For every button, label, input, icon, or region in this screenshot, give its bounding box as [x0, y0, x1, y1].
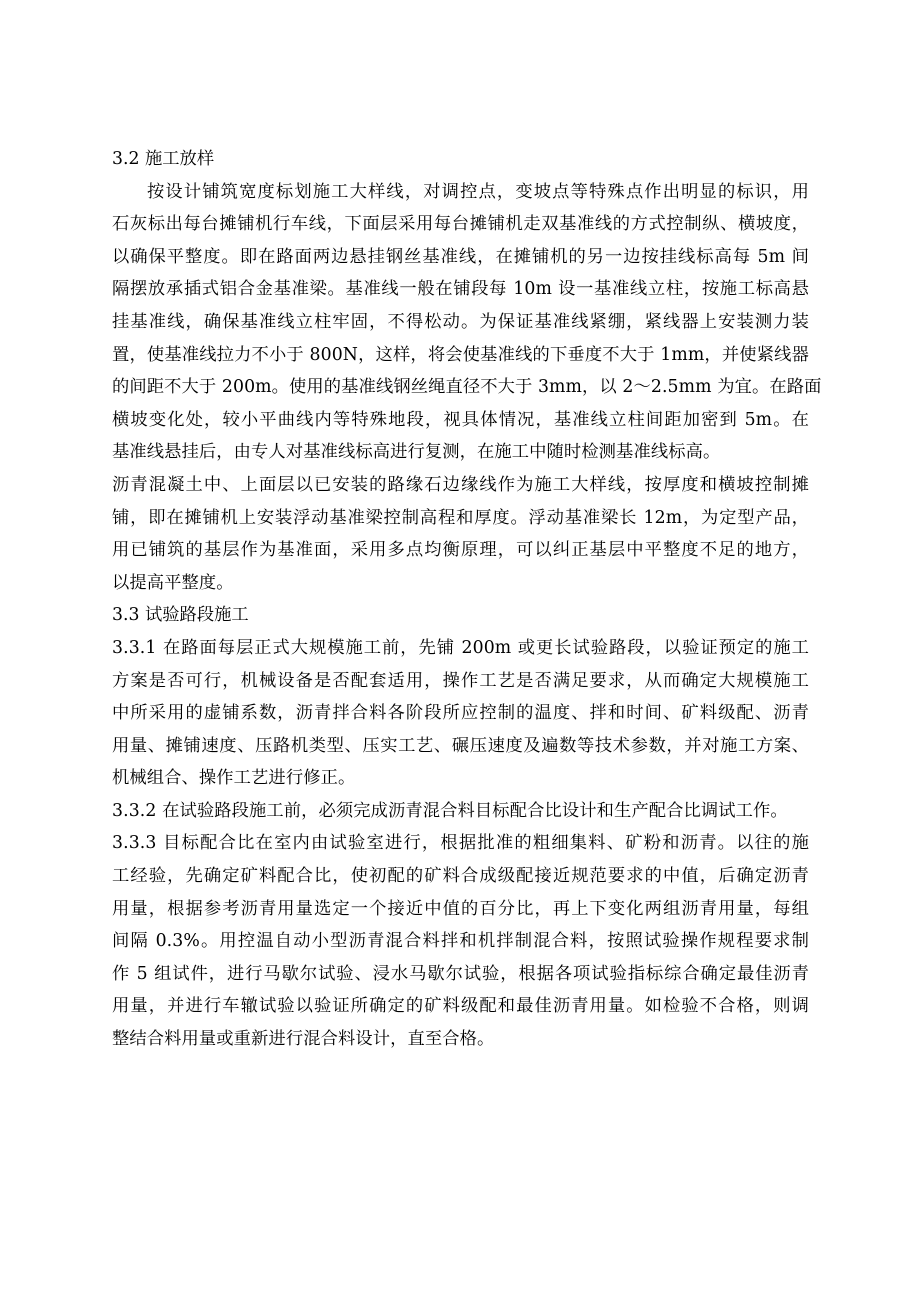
text-line: 挂基准线，确保基准线立柱牢固，不得松动。为保证基准线紧绷，紧线器上安装测力装 [112, 311, 809, 332]
section-heading: 3.2 施工放样 [112, 149, 215, 169]
paragraph [112, 632, 809, 795]
text-line: 用量、摊铺速度、压路机类型、压实工艺、碾压速度及遍数等技术参数，并对施工方案、 [112, 735, 809, 756]
text-line: 沥青混凝土中、上面层以已安装的路缘石边缘线作为施工大样线，按厚度和横坡控制摊 [112, 474, 809, 495]
text-line: 的间距不大于 200m。使用的基准线钢丝绳直径不大于 3mm，以 2～2.5mm 为宜。在路面 [112, 377, 822, 398]
paragraph [112, 827, 809, 1055]
text-line: 隔摆放承插式铝合金基准梁。基准线一般在铺段每 10m 设一基准线立柱，按施工标高悬 [112, 279, 809, 300]
text-line: 以确保平整度。即在路面两边悬挂钢丝基准线，在摊铺机的另一边按挂线标高每 5m 间 [112, 246, 809, 267]
section-3-3 [112, 599, 809, 1055]
text-line: 工经验，先确定矿料配合比，使初配的矿料合成级配接近规范要求的中值，后确定沥青 [112, 866, 809, 887]
paragraph [112, 469, 809, 599]
text-line: 作 5 组试件，进行马歇尔试验、浸水马歇尔试验，根据各项试验指标综合确定最佳沥青 [112, 963, 809, 984]
text-line: 用量，根据参考沥青用量选定一个接近中值的百分比，再上下变化两组沥青用量，每组 [112, 898, 809, 919]
section-heading: 3.3 试验路段施工 [112, 605, 249, 626]
text-line: 机械组合、操作工艺进行修正。 [112, 768, 356, 789]
text-line: 基准线悬挂后，由专人对基准线标高进行复测，在施工中随时检测基准线标高。 [112, 442, 721, 463]
text-line: 间隔 0.3%。用控温自动小型沥青混合料拌和机拌制混合料，按照试验操作规程要求制 [112, 931, 809, 952]
text-line: 中所采用的虚铺系数，沥青拌合料各阶段所应控制的温度、拌和时间、矿料级配、沥青 [112, 703, 809, 724]
text-line: 3.3.1 在路面每层正式大规模施工前，先铺 200m 或更长试验路段，以验证预定的施工 [112, 637, 809, 658]
text-line: 方案是否可行，机械设备是否配套适用，操作工艺是否满足要求，从而确定大规模施工 [112, 670, 809, 691]
text-line: 用量，并进行车辙试验以验证所确定的矿料级配和最佳沥青用量。如检验不合格，则调 [112, 996, 809, 1017]
text-line: 3.3.3 目标配合比在室内由试验室进行，根据批准的粗细集料、矿粉和沥青。以往的施 [112, 833, 809, 854]
text-line: 石灰标出每台摊铺机行车线，下面层采用每台摊铺机走双基准线的方式控制纵、横坡度， [112, 214, 809, 235]
text-line: 以提高平整度。 [112, 572, 234, 593]
paragraph [112, 176, 822, 469]
text-line: 按设计铺筑宽度标划施工大样线，对调控点，变坡点等特殊点作出明显的标识，用 [147, 181, 809, 202]
text-line: 铺，即在摊铺机上安装浮动基准梁控制高程和厚度。浮动基准梁长 12m，为定型产品， [112, 507, 809, 528]
section-3-2 [112, 143, 822, 599]
text-line: 置，使基准线拉力不小于 800N，这样，将会使基准线的下垂度不大于 1mm，并使紧线器 [112, 344, 809, 365]
paragraph [112, 795, 809, 828]
text-line: 用已铺筑的基层作为基准面，采用多点均衡原理，可以纠正基层中平整度不足的地方， [112, 540, 809, 561]
text-line: 整结合料用量或重新进行混合料设计，直至合格。 [112, 1029, 495, 1050]
text-line: 横坡变化处，较小平曲线内等特殊地段，视具体情况，基准线立柱间距加密到 5m。在 [112, 409, 809, 430]
document-page [112, 143, 822, 1056]
text-line: 3.3.2 在试验路段施工前，必须完成沥青混合料目标配合比设计和生产配合比调试工作。 [112, 800, 788, 821]
